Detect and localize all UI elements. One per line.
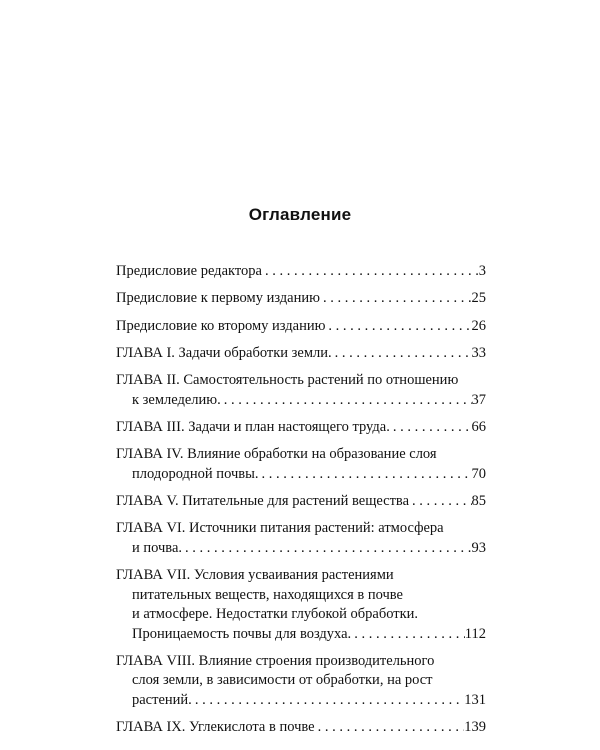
toc-page-number: 131 bbox=[464, 691, 486, 708]
toc-entry-text: и почва. bbox=[132, 539, 183, 556]
toc-entry-text: ГЛАВА III. Задачи и план настоящего труда. bbox=[116, 418, 390, 435]
toc-entry-text: слоя земли, в зависимости от обработки, на рост bbox=[132, 672, 433, 689]
toc-page-number: 112 bbox=[464, 625, 486, 642]
dot-leader bbox=[262, 262, 479, 282]
toc-page-number: 70 bbox=[471, 465, 486, 482]
toc-entry bbox=[116, 566, 486, 644]
toc-entry-row bbox=[116, 539, 486, 559]
toc-entry-text: и атмосфере. Недостатки глубокой обработки. bbox=[132, 606, 419, 623]
toc-entry bbox=[116, 344, 486, 364]
toc-entry-row bbox=[116, 262, 486, 282]
dot-leader bbox=[320, 289, 472, 309]
toc-page-number: 66 bbox=[471, 418, 486, 435]
toc-page-number: 26 bbox=[471, 317, 486, 334]
dot-leader bbox=[351, 625, 465, 645]
toc-entry-text: Предисловие редактора bbox=[116, 263, 262, 279]
toc-entry bbox=[116, 317, 486, 337]
toc-entry-row bbox=[116, 465, 486, 485]
toc-entry-text: Предисловие ко второму изданию bbox=[116, 317, 326, 334]
toc-entry bbox=[116, 519, 486, 558]
toc-entry-text: ГЛАВА II. Самостоятельность растений по отношению bbox=[116, 372, 459, 389]
toc-entry bbox=[116, 289, 486, 309]
toc-entry-text: ГЛАВА V. Питательные для растений вещества bbox=[116, 493, 410, 510]
page-title: Оглавление bbox=[248, 205, 352, 224]
toc-entry-row bbox=[116, 344, 486, 364]
toc-entry-text: питательных веществ, находящихся в почве bbox=[132, 586, 403, 603]
toc-entry-text: к земледелию. bbox=[132, 391, 221, 408]
toc-page-number: 25 bbox=[471, 290, 486, 307]
toc-page-number: 3 bbox=[478, 263, 486, 279]
dot-leader bbox=[221, 391, 472, 411]
toc-page-number: 93 bbox=[471, 539, 486, 556]
toc-page-number: 139 bbox=[464, 719, 486, 736]
toc-entry bbox=[116, 492, 486, 512]
toc-entry-text: Предисловие к первому изданию bbox=[116, 290, 320, 307]
dot-leader bbox=[390, 418, 472, 438]
toc-entry-row bbox=[116, 391, 486, 411]
toc-entry bbox=[116, 445, 486, 484]
toc-entry-row bbox=[116, 718, 486, 738]
toc-entry-row bbox=[116, 317, 486, 337]
dot-leader bbox=[182, 539, 471, 559]
toc-entry bbox=[116, 718, 486, 738]
toc-entry-text: ГЛАВА VI. Источники питания растений: атмосфера bbox=[116, 520, 444, 537]
table-of-contents bbox=[116, 262, 486, 746]
dot-leader bbox=[325, 317, 471, 337]
toc-entry bbox=[116, 262, 486, 282]
toc-entry-text: Проницаемость почвы для воздуха. bbox=[132, 625, 352, 642]
dot-leader bbox=[409, 492, 471, 512]
toc-entry-text: ГЛАВА IX. Углекислота в почве bbox=[116, 719, 315, 736]
dot-leader bbox=[315, 718, 465, 738]
toc-entry-text: плодородной почвы. bbox=[132, 465, 259, 482]
toc-entry-row bbox=[116, 625, 486, 645]
toc-entry-text: растений. bbox=[132, 691, 192, 708]
dot-leader bbox=[192, 691, 464, 711]
toc-entry bbox=[116, 371, 486, 410]
toc-entry-row bbox=[116, 289, 486, 309]
dot-leader bbox=[332, 344, 472, 364]
toc-entry-row bbox=[116, 418, 486, 438]
toc-entry-text: ГЛАВА I. Задачи обработки земли. bbox=[116, 344, 332, 361]
toc-entry-text: ГЛАВА VII. Условия усваивания растениями bbox=[116, 567, 394, 584]
toc-entry bbox=[116, 418, 486, 438]
toc-entry bbox=[116, 652, 486, 711]
toc-page-number: 37 bbox=[471, 391, 486, 408]
toc-page-number: 33 bbox=[471, 344, 486, 361]
dot-leader bbox=[258, 465, 471, 485]
toc-page-number: 85 bbox=[471, 493, 486, 510]
toc-entry-text: ГЛАВА VIII. Влияние строения производительного bbox=[116, 652, 435, 669]
toc-entry-row bbox=[116, 492, 486, 512]
toc-entry-row bbox=[116, 691, 486, 711]
toc-entry-text: ГЛАВА IV. Влияние обработки на образование слоя bbox=[116, 446, 437, 463]
